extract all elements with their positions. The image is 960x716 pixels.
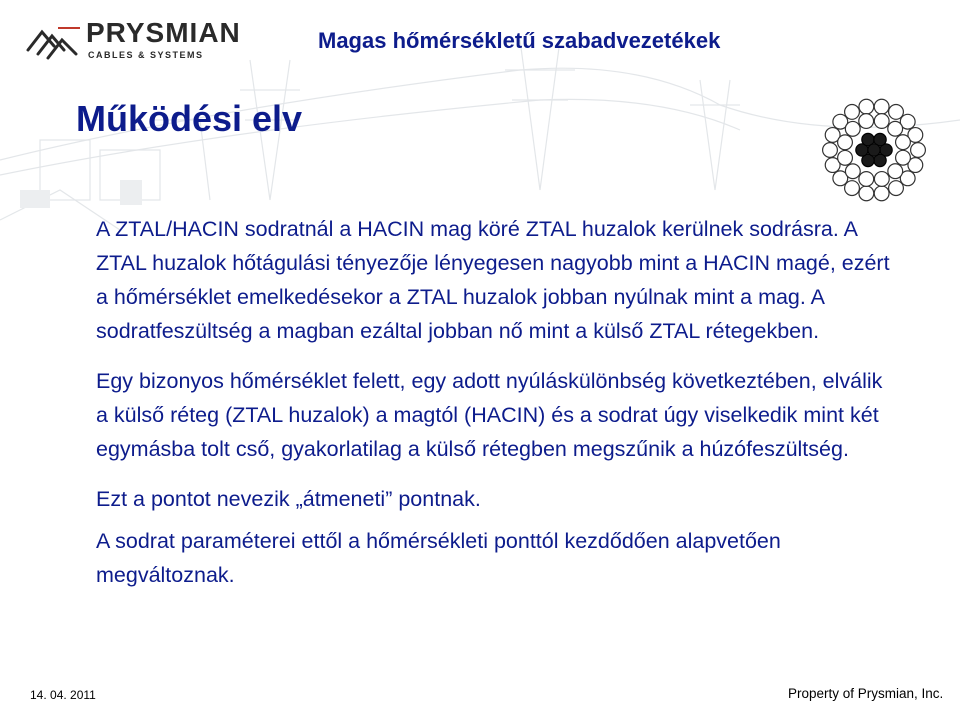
cable-wire — [845, 181, 860, 196]
cable-wire — [838, 150, 853, 165]
cable-wire — [838, 135, 853, 150]
footer-date: 14. 04. 2011 — [30, 688, 96, 702]
cable-wire — [874, 172, 889, 187]
slide-body — [96, 212, 896, 608]
cable-wire — [823, 143, 838, 158]
paragraph-1: A ZTAL/HACIN sodratnál a HACIN mag köré ZTAL huzalok kerülnek sodrásra. A ZTAL huzalok hőtágulási tényezője lényegesen nagyobb mint a HACIN magé, ezért a hőmérséklet emelkedésekor a ZTAL huzalok jobban nyúlnak mint a mag. A sodratfeszültség a magban ezáltal jobban nő mint a külső ZTAL rétegekben. — [96, 217, 890, 343]
cable-wire — [896, 135, 911, 150]
cable-wire — [859, 172, 874, 187]
footer-property: Property of Prysmian, Inc. — [788, 686, 944, 701]
cable-wire — [868, 144, 880, 156]
slide-title: Működési elv — [76, 98, 303, 139]
cable-cross-section-icon — [818, 94, 930, 206]
cable-wire — [889, 104, 904, 119]
cable-wire — [888, 164, 903, 179]
cable-wire — [845, 164, 860, 179]
logo-subtitle: CABLES & SYSTEMS — [88, 50, 204, 60]
cable-wire — [911, 143, 926, 158]
cable-wire — [874, 114, 889, 129]
cable-wire — [874, 99, 889, 114]
cable-wire — [845, 104, 860, 119]
prysmian-logo-icon — [24, 20, 84, 60]
cable-wire — [859, 114, 874, 129]
cable-wire — [874, 186, 889, 201]
cable-wire — [889, 181, 904, 196]
paragraph-4: A sodrat paraméterei ettől a hőmérsékleti ponttól kezdődően alapvetően megváltoznak. — [96, 529, 781, 587]
cable-wire — [888, 121, 903, 136]
cable-wire — [845, 121, 860, 136]
logo-name: PRYSMIAN — [86, 17, 241, 48]
header-title: Magas hőmérsékletű szabadvezetékek — [318, 28, 721, 53]
cable-wire — [859, 186, 874, 201]
paragraph-3: Ezt a pontot nevezik „átmeneti” pontnak. — [96, 487, 481, 511]
cable-wire — [896, 150, 911, 165]
cable-wire — [859, 99, 874, 114]
prysmian-logo — [24, 16, 264, 68]
paragraph-2: Egy bizonyos hőmérséklet felett, egy adott nyúláskülönbség következtében, elválik a külső réteg (ZTAL huzalok) a magtól (HACIN) és a sodrat úgy viselkedik mint két egymásba tolt cső, gyakorlatilag a külső rétegben megszűnik a húzófeszültség. — [96, 369, 883, 461]
